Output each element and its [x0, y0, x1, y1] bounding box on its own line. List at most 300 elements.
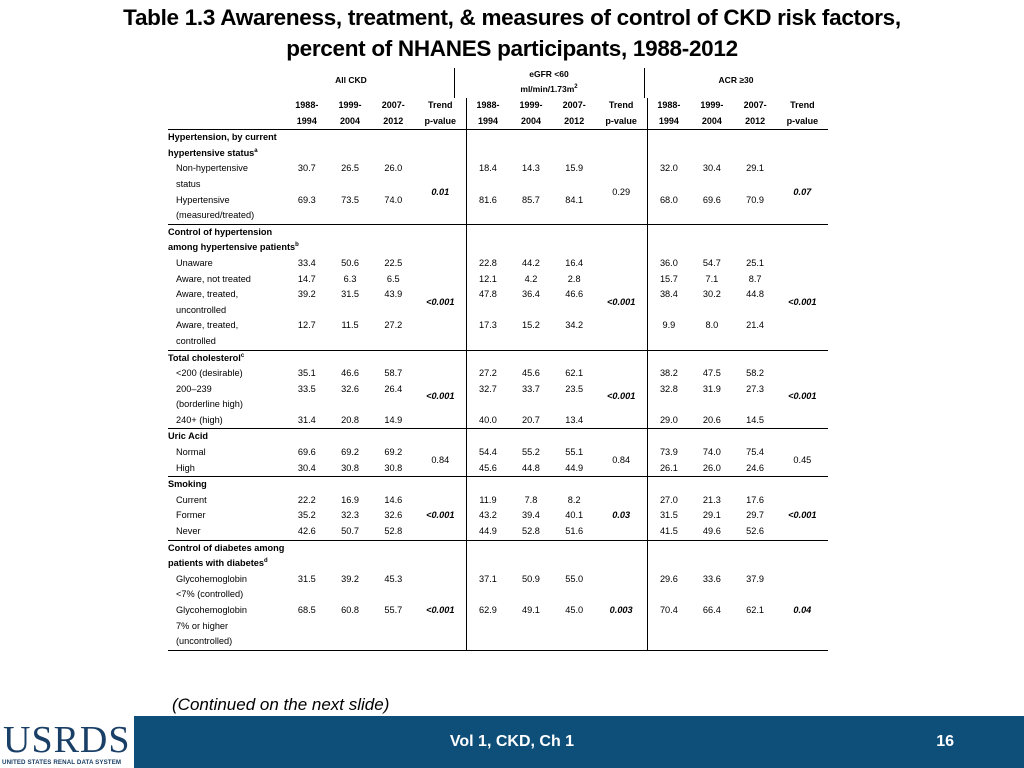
row-label: uncontrolled: [176, 304, 227, 315]
trend-pvalue: 0.07: [793, 186, 812, 197]
value-cell: 15.7: [659, 273, 678, 284]
value-cell: 26.0: [384, 163, 403, 174]
year-header: 2007-: [381, 100, 405, 110]
empty-cell: [372, 477, 415, 493]
empty-cell: [372, 429, 415, 445]
value-cell: 69.6: [702, 194, 721, 205]
value-cell: 84.1: [565, 194, 584, 205]
title-line-2: percent of NHANES participants, 1988-2012: [286, 36, 738, 61]
value-cell: 21.4: [746, 320, 765, 331]
header-row: [168, 114, 828, 130]
data-table: [168, 98, 828, 651]
value-cell: 32.7: [479, 383, 497, 394]
pvalue-cell: [415, 524, 466, 540]
row-label-continuation: [168, 587, 828, 603]
row-label: Hypertensive: [176, 194, 230, 205]
empty-cell: [553, 208, 596, 224]
empty-cell: [509, 429, 552, 445]
empty-cell: [328, 334, 371, 350]
table-row: [168, 161, 828, 177]
table-row: [168, 366, 828, 382]
value-cell: 14.3: [522, 163, 540, 174]
empty-cell: [647, 130, 690, 146]
row-label-continuation: [168, 634, 828, 650]
value-cell: 30.8: [384, 462, 403, 473]
table-row: [168, 493, 828, 509]
footnote-marker: b: [295, 242, 299, 249]
empty-cell: [328, 429, 371, 445]
value-cell: 30.8: [341, 462, 359, 473]
trend-pvalue: <0.001: [426, 510, 455, 521]
empty-cell: [372, 634, 415, 650]
empty-cell: [328, 146, 371, 162]
value-cell: 34.2: [565, 320, 584, 331]
empty-cell: [466, 177, 509, 193]
empty-cell: [328, 303, 371, 319]
value-cell: 70.4: [659, 605, 678, 615]
empty-cell: [553, 350, 596, 366]
section-title-text: among hypertensive patients: [168, 242, 296, 253]
row-label: <7% (controlled): [176, 589, 244, 600]
empty-cell: [596, 146, 647, 162]
empty-cell: [285, 146, 328, 162]
section-title-row: [168, 130, 828, 146]
footer-chapter: Vol 1, CKD, Ch 1: [449, 733, 575, 750]
trend-pvalue: 0.29: [612, 186, 631, 197]
empty-cell: [777, 429, 828, 445]
row-label-continuation: [168, 397, 828, 413]
pvalue-wrap: [777, 572, 828, 615]
pvalue-cell: [415, 366, 466, 402]
empty-cell: [285, 130, 328, 146]
section-title-row: [168, 540, 828, 556]
trend-pvalue: <0.001: [426, 391, 455, 402]
empty-cell: [285, 587, 328, 603]
row-label-continuation: [168, 619, 828, 635]
value-cell: 50.9: [522, 573, 540, 584]
empty-cell: [690, 429, 733, 445]
value-cell: 11.5: [341, 320, 359, 331]
value-cell: 35.1: [297, 368, 316, 379]
pvalue-wrap: [596, 572, 647, 615]
value-cell: 52.6: [746, 526, 765, 537]
value-cell: 7.1: [705, 273, 719, 284]
row-label: High: [176, 462, 195, 473]
empty-cell: [372, 556, 415, 572]
value-cell: 75.4: [746, 447, 765, 458]
empty-cell: [733, 177, 776, 193]
year-header: 2012: [372, 114, 415, 130]
value-cell: 20.7: [522, 414, 540, 425]
row-label: 240+ (high): [176, 414, 223, 425]
empty-cell: [690, 350, 733, 366]
row-label: Normal: [176, 447, 206, 458]
empty-cell: [328, 130, 371, 146]
pvalue-cell: [415, 413, 466, 429]
value-cell: 6.5: [386, 273, 400, 284]
empty-cell: [733, 130, 776, 146]
value-cell: 15.2: [522, 320, 540, 331]
empty-cell: [553, 477, 596, 493]
value-cell: 33.5: [297, 383, 316, 394]
empty-cell: [647, 634, 690, 650]
value-cell: 69.3: [297, 194, 316, 205]
value-cell: 45.3: [384, 573, 403, 584]
row-label-continuation: [168, 208, 828, 224]
value-cell: 36.0: [659, 257, 678, 268]
empty-cell: [509, 556, 552, 572]
empty-cell: [285, 634, 328, 650]
egfr-header-line2: $ml/\min/1.73m^2$: [520, 84, 578, 94]
value-cell: 45.0: [565, 605, 584, 615]
empty-cell: [733, 634, 776, 650]
value-cell: 66.4: [702, 605, 721, 615]
trend-header: p-value: [596, 114, 647, 130]
empty-cell: [690, 634, 733, 650]
value-cell: 73.9: [659, 447, 678, 458]
value-cell: 31.4: [297, 414, 316, 425]
empty-cell: [777, 540, 828, 556]
pvalue-wrap: [777, 445, 828, 465]
value-cell: 22.8: [479, 257, 497, 268]
value-cell: 73.5: [341, 194, 359, 205]
row-label: 7% or higher: [176, 620, 229, 631]
value-cell: 23.5: [565, 383, 584, 394]
value-cell: 8.0: [705, 320, 719, 331]
empty-cell: [328, 177, 371, 193]
value-cell: 17.6: [746, 494, 765, 505]
trend-pvalue: 0.04: [793, 605, 812, 615]
pvalue-cell: [596, 445, 647, 465]
value-cell: 47.8: [479, 289, 497, 300]
empty-cell: [509, 177, 552, 193]
year-header: 2007-: [743, 100, 767, 110]
page-number: 16: [936, 733, 954, 750]
egfr-header-line1: eGFR <60: [529, 69, 569, 79]
pvalue-wrap: [415, 366, 466, 402]
year-header: 1988-: [657, 100, 681, 110]
trend-header: Trend: [790, 100, 815, 110]
value-cell: 68.5: [297, 605, 316, 615]
pvalue-cell: [596, 634, 647, 650]
empty-cell: [509, 397, 552, 413]
empty-cell: [647, 397, 690, 413]
value-cell: 38.2: [659, 368, 678, 379]
empty-cell: [372, 240, 415, 256]
continued-note: (Continued on the next slide): [172, 695, 390, 714]
value-cell: 27.3: [746, 383, 765, 394]
empty-cell: [328, 208, 371, 224]
empty-cell: [690, 556, 733, 572]
title-line-1: Table 1.3 Awareness, treatment, & measures of control of CKD risk factors,: [123, 5, 901, 30]
value-cell: 69.6: [297, 447, 316, 458]
value-cell: 16.9: [341, 494, 359, 505]
empty-cell: [733, 224, 776, 240]
value-cell: 21.3: [702, 494, 721, 505]
pvalue-cell: [777, 572, 828, 615]
value-cell: 26.0: [702, 462, 721, 473]
pvalue-wrap: [415, 256, 466, 307]
value-cell: 44.9: [479, 526, 497, 537]
empty-cell: [509, 587, 552, 603]
empty-cell: [553, 224, 596, 240]
value-cell: 8.2: [567, 494, 581, 505]
value-cell: 31.5: [341, 289, 359, 300]
pvalue-wrap: [415, 493, 466, 521]
value-cell: 44.8: [746, 289, 765, 300]
pvalue-cell: [596, 493, 647, 521]
pvalue-wrap: [777, 161, 828, 197]
empty-cell: [415, 556, 466, 572]
row-label: Former: [176, 510, 206, 521]
empty-cell: [553, 146, 596, 162]
section-title-text: patients with diabetes: [168, 558, 264, 569]
header-blank: [168, 98, 285, 114]
row-label-continuation: [168, 303, 828, 319]
year-header: 1988-: [476, 100, 500, 110]
pvalue-cell: [777, 619, 828, 635]
value-cell: 7.8: [524, 494, 538, 505]
empty-cell: [690, 334, 733, 350]
header-blank: [168, 114, 285, 130]
pvalue-cell: [596, 161, 647, 197]
table-row: [168, 382, 828, 398]
section-title-text: Uric Acid: [168, 431, 208, 442]
row-label: 200–239: [176, 383, 212, 394]
empty-cell: [733, 240, 776, 256]
section-title: [168, 146, 285, 162]
empty-cell: [372, 397, 415, 413]
row-label: Non-hypertensive: [176, 163, 249, 174]
section-title-text: Total cholesterol: [168, 352, 241, 363]
empty-cell: [777, 556, 828, 572]
trend-pvalue: <0.001: [426, 605, 455, 615]
value-cell: 39.2: [341, 573, 359, 584]
value-cell: 26.1: [659, 462, 678, 473]
empty-cell: [596, 429, 647, 445]
trend-header: p-value: [777, 114, 828, 130]
empty-cell: [777, 350, 828, 366]
pvalue-cell: [415, 634, 466, 650]
value-cell: 6.3: [343, 273, 357, 284]
section-title-text: Control of hypertension: [168, 226, 273, 237]
value-cell: 32.6: [341, 383, 359, 394]
footnote-marker: a: [254, 147, 258, 154]
value-cell: 22.2: [297, 494, 316, 505]
empty-cell: [466, 429, 509, 445]
value-cell: 9.9: [662, 320, 676, 331]
pvalue-wrap: [596, 256, 647, 307]
empty-cell: [415, 429, 466, 445]
value-cell: 55.1: [565, 447, 584, 458]
year-header: 1994: [647, 114, 690, 130]
section-title-row: [168, 224, 828, 240]
trend-pvalue: 0.01: [431, 186, 450, 197]
value-cell: 32.6: [384, 510, 403, 521]
pvalue-cell: [777, 634, 828, 650]
year-header: 1999-: [519, 100, 543, 110]
empty-cell: [690, 208, 733, 224]
empty-cell: [466, 334, 509, 350]
value-cell: 29.7: [746, 510, 765, 521]
value-cell: 22.5: [384, 257, 403, 268]
empty-cell: [328, 540, 371, 556]
pvalue-wrap: [777, 493, 828, 521]
table-row: [168, 413, 828, 429]
pvalue-cell: [415, 572, 466, 615]
section-title-row: [168, 477, 828, 493]
value-cell: 13.4: [565, 414, 584, 425]
empty-cell: [553, 177, 596, 193]
empty-cell: [690, 130, 733, 146]
value-cell: 46.6: [341, 368, 359, 379]
pvalue-cell: [777, 366, 828, 402]
table-row: [168, 256, 828, 272]
value-cell: 26.5: [341, 163, 359, 174]
pvalue-cell: [415, 493, 466, 521]
table-row: [168, 272, 828, 288]
empty-cell: [733, 429, 776, 445]
group-divider-2: [644, 68, 645, 98]
empty-cell: [777, 224, 828, 240]
empty-cell: [285, 224, 328, 240]
table-row: [168, 508, 828, 524]
footnote-marker: d: [263, 558, 268, 565]
value-cell: 30.7: [297, 163, 316, 174]
row-label: Glycohemoglobin: [176, 573, 247, 584]
empty-cell: [285, 397, 328, 413]
value-cell: 52.8: [522, 526, 540, 537]
pvalue-cell: [596, 318, 647, 334]
section-title-row: [168, 146, 828, 162]
value-cell: 43.2: [479, 510, 497, 521]
empty-cell: [777, 130, 828, 146]
empty-cell: [596, 477, 647, 493]
section-title: [168, 556, 285, 572]
value-cell: 74.0: [384, 194, 403, 205]
value-cell: 35.2: [297, 510, 316, 521]
empty-cell: [690, 224, 733, 240]
empty-cell: [690, 587, 733, 603]
empty-cell: [285, 350, 328, 366]
empty-cell: [647, 177, 690, 193]
empty-cell: [509, 540, 552, 556]
year-header: 1999-: [338, 100, 362, 110]
empty-cell: [733, 350, 776, 366]
empty-cell: [466, 540, 509, 556]
empty-cell: [509, 303, 552, 319]
value-cell: 14.9: [384, 414, 403, 425]
empty-cell: [509, 634, 552, 650]
empty-cell: [647, 350, 690, 366]
pvalue-cell: [415, 161, 466, 197]
empty-cell: [372, 540, 415, 556]
value-cell: 30.2: [702, 289, 721, 300]
value-cell: 33.7: [522, 383, 540, 394]
year-header: 1988-: [295, 100, 319, 110]
section-title: [168, 224, 285, 240]
value-cell: 29.1: [702, 510, 721, 521]
row-label: status: [176, 178, 201, 189]
value-cell: 32.3: [341, 510, 359, 521]
empty-cell: [509, 477, 552, 493]
section-title-row: [168, 240, 828, 256]
empty-cell: [466, 303, 509, 319]
empty-cell: [372, 224, 415, 240]
trend-pvalue: 0.45: [793, 454, 812, 465]
empty-cell: [647, 587, 690, 603]
value-cell: 81.6: [479, 194, 497, 205]
empty-cell: [733, 477, 776, 493]
group-header-egfr: [454, 67, 644, 97]
year-header: 2004: [328, 114, 371, 130]
section-title-row: [168, 350, 828, 366]
section-title: [168, 130, 285, 146]
pvalue-cell: [415, 587, 466, 603]
value-cell: 30.4: [702, 163, 721, 174]
value-cell: 31.5: [659, 510, 678, 521]
pvalue-cell: [596, 334, 647, 350]
row-label: controlled: [176, 335, 216, 346]
year-header: 2007-: [562, 100, 586, 110]
row-label: (measured/treated): [176, 210, 255, 221]
section-title-row: [168, 556, 828, 572]
empty-cell: [733, 303, 776, 319]
pvalue-wrap: [596, 366, 647, 402]
empty-cell: [647, 429, 690, 445]
trend-pvalue: 0.03: [612, 510, 631, 521]
empty-cell: [647, 224, 690, 240]
empty-cell: [415, 240, 466, 256]
section-title: [168, 540, 285, 556]
empty-cell: [285, 477, 328, 493]
logo-subtitle: UNITED STATES RENAL DATA SYSTEM: [2, 759, 122, 766]
value-cell: 55.2: [522, 447, 540, 458]
value-cell: 43.9: [384, 289, 403, 300]
year-header: 2004: [690, 114, 733, 130]
row-label: Unaware: [176, 257, 213, 268]
empty-cell: [466, 556, 509, 572]
trend-pvalue: 0.003: [609, 605, 633, 615]
section-title: [168, 240, 299, 256]
empty-cell: [596, 556, 647, 572]
table-row: [168, 193, 828, 209]
value-cell: 58.7: [384, 368, 403, 379]
empty-cell: [415, 146, 466, 162]
pvalue-wrap: [415, 161, 466, 197]
value-cell: 15.9: [565, 163, 584, 174]
row-label: Current: [176, 494, 207, 505]
table-row: [168, 461, 828, 477]
empty-cell: [372, 208, 415, 224]
empty-cell: [509, 350, 552, 366]
empty-cell: [553, 634, 596, 650]
empty-cell: [372, 130, 415, 146]
value-cell: 39.4: [522, 510, 540, 521]
section-title: [168, 350, 285, 366]
empty-cell: [647, 240, 690, 256]
empty-cell: [328, 619, 371, 635]
row-label: Never: [176, 526, 201, 537]
value-cell: 20.8: [341, 414, 359, 425]
value-cell: 45.6: [522, 368, 540, 379]
value-cell: 14.7: [297, 273, 316, 284]
trend-header: Trend: [596, 98, 647, 114]
pvalue-cell: [777, 493, 828, 521]
empty-cell: [466, 634, 509, 650]
trend-pvalue: <0.001: [788, 296, 817, 307]
pvalue-cell: [777, 413, 828, 429]
